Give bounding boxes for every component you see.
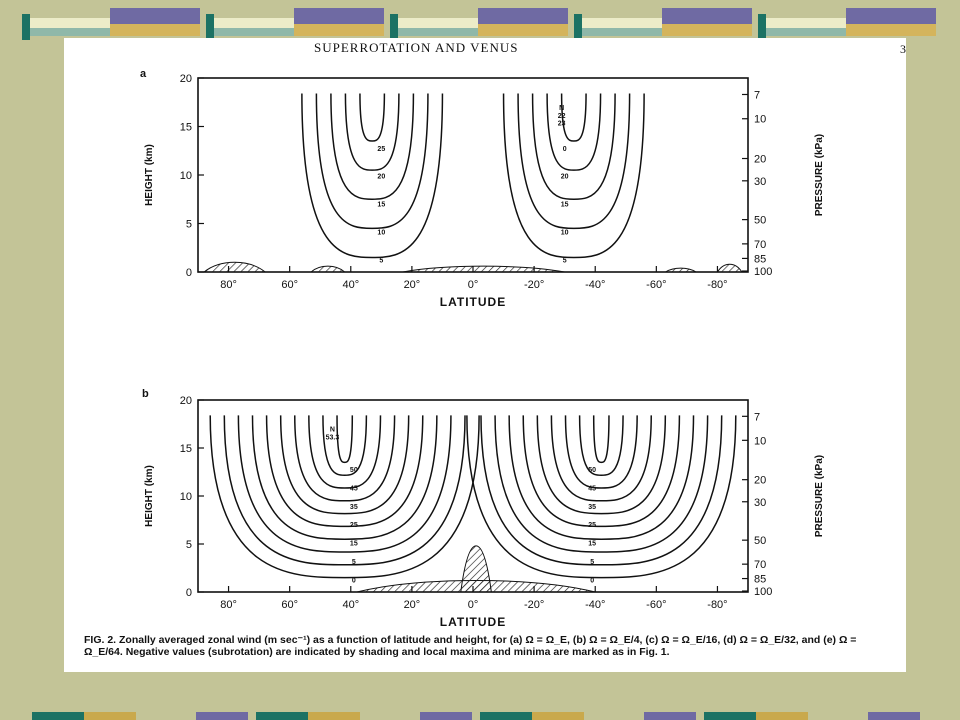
decor-bar: [32, 712, 84, 720]
panel-b-marker-label: 53.3: [325, 434, 340, 442]
panel-a-x-tick-label: 40°: [342, 279, 360, 291]
panel-a-contour-label: 15: [560, 201, 569, 209]
paper-page: [64, 38, 906, 672]
figure-graphic: [64, 38, 906, 634]
panel-a-contour-line: [547, 94, 600, 171]
panel-a-x-tick-label: 20°: [403, 279, 421, 291]
panel-a-contour-label: 20: [377, 173, 386, 181]
decor-bar: [196, 712, 248, 720]
panel-a-x-tick-label: 80°: [220, 279, 237, 291]
panel-b-x-tick-label: 0°: [467, 599, 479, 611]
decor-bar: [868, 712, 920, 720]
panel-b-y-axis-label: HEIGHT (km): [144, 465, 155, 527]
panel-a-pressure-tick-label: 10: [754, 113, 767, 126]
figure-caption: FIG. 2. Zonally averaged zonal wind (m sec⁻¹) as a function of latitude and height, for (a) Ω = Ω_E, (b) Ω = Ω_E/4, (c) Ω = Ω_E/16, (d) Ω = Ω_E/32, and (e) Ω = Ω_E/64. Negative values (subrotation) are indicated by shading and local maxima and minima are marked as in Fig. 1.: [84, 634, 857, 658]
panel-b-contour-label: 15: [588, 540, 597, 548]
panel-a-contour-label: 25: [377, 145, 386, 153]
panel-a-negative-region: [311, 266, 345, 272]
decor-bar: [574, 14, 582, 40]
decor-bar: [22, 14, 30, 40]
panel-a-x-tick-label: -80°: [707, 279, 728, 291]
panel-a-negative-region: [666, 268, 697, 272]
panel-a-pressure-tick-label: 7: [754, 89, 761, 102]
panel-a-pressure-tick-label: 100: [754, 266, 773, 279]
panel-b-contour-line: [252, 415, 436, 539]
panel-b-pressure-tick-label: 30: [754, 496, 767, 509]
panel-a-contour-line: [360, 94, 384, 142]
panel-b-marker-label: N: [329, 426, 335, 434]
panel-a-contour-line: [518, 94, 630, 229]
panel-a-contour-line: [316, 94, 428, 229]
panel-b-letter: b: [142, 388, 149, 400]
panel-b-x-axis-label: LATITUDE: [439, 615, 507, 629]
panel-b-contour-line: [580, 415, 623, 475]
decor-bar: [532, 712, 584, 720]
panel-b-contour-line: [481, 415, 722, 564]
panel-b-y-tick-label: 10: [179, 491, 192, 503]
panel-a-contour-line: [331, 94, 414, 200]
panel-b-pressure-tick-label: 20: [754, 474, 767, 487]
panel-a-y-axis-label: HEIGHT (km): [144, 144, 155, 206]
decor-bar: [308, 712, 360, 720]
panel-a-x-tick-label: 60°: [281, 279, 298, 291]
panel-b-pressure-tick-label: 7: [754, 411, 761, 424]
panel-b-contour-label: 45: [349, 485, 358, 493]
panel-b-y-tick-label: 0: [185, 587, 192, 599]
panel-a-contour-label: 10: [377, 229, 386, 237]
panel-b-pressure-tick-label: 70: [754, 559, 767, 572]
panel-a-negative-region: [204, 262, 265, 272]
decor-bar: [110, 8, 200, 24]
panel-b-contour-line: [509, 415, 693, 539]
panel-a-plot-frame: [198, 78, 748, 272]
panel-a-contour-label: 5: [562, 257, 567, 265]
panel-b-pressure-tick-label: 50: [754, 535, 767, 548]
panel-a-pressure-tick-label: 30: [754, 175, 767, 188]
panel-b-contour-line: [224, 415, 465, 564]
panel-b-contour-label: 35: [588, 503, 597, 511]
decor-bar: [256, 712, 308, 720]
panel-a-x-axis-label: LATITUDE: [439, 295, 507, 309]
panel-a-y-tick-label: 10: [179, 170, 192, 182]
panel-a-pressure-tick-label: 20: [754, 153, 767, 166]
panel-b-x-tick-label: -40°: [585, 599, 606, 611]
panel-a-y2-axis-label: PRESSURE (kPa): [814, 133, 825, 217]
decor-bar: [420, 712, 472, 720]
panel-a-contour-label: 10: [560, 229, 569, 237]
decor-bar: [480, 712, 532, 720]
panel-b-x-tick-label: 60°: [281, 599, 298, 611]
decor-bar: [662, 24, 752, 36]
panel-b-contour-line: [323, 415, 366, 475]
panel-a-y-tick-label: 5: [185, 218, 192, 231]
decor-bar: [704, 712, 756, 720]
panel-b-contour-line: [267, 415, 423, 526]
panel-a-pressure-tick-label: 70: [754, 238, 767, 251]
panel-b-contour-label: 15: [349, 540, 358, 548]
panel-b-contour-label: 0: [590, 577, 595, 585]
panel-a-letter: a: [140, 68, 147, 80]
panel-b-x-tick-label: -60°: [646, 599, 667, 611]
panel-b-x-tick-label: 20°: [403, 599, 421, 611]
decor-bar: [390, 14, 398, 40]
panel-b-negative-region: [461, 546, 492, 592]
page-number: 3: [900, 42, 906, 56]
panel-b-y-tick-label: 5: [185, 539, 192, 551]
panel-b-contour-line: [238, 415, 451, 552]
panel-b-x-tick-label: 80°: [220, 599, 237, 611]
panel-b-contour-label: 25: [588, 522, 597, 530]
panel-b-y-tick-label: 20: [179, 395, 192, 407]
decor-bar: [662, 8, 752, 24]
panel-a-x-tick-label: 0°: [467, 279, 479, 291]
panel-b-contour-label: 35: [349, 503, 358, 511]
decor-bar: [758, 14, 766, 40]
panel-b-contour-label: 0: [351, 577, 356, 585]
panel-b-contour-label: 25: [349, 522, 358, 530]
panel-b-contour-label: 50: [588, 467, 597, 474]
panel-a-contour-label: 15: [377, 201, 386, 209]
panel-a-contour-label: 20: [560, 173, 569, 181]
panel-a-contour-line: [345, 94, 398, 171]
panel-a-marker-label: 23: [557, 120, 566, 128]
panel-b-pressure-tick-label: 100: [754, 586, 773, 599]
panel-b-contour-line: [523, 415, 679, 526]
panel-a-y-tick-label: 15: [179, 121, 192, 134]
decor-bar: [110, 24, 200, 36]
panel-a-marker-label: 22: [557, 112, 566, 120]
panel-a-contour-line: [533, 94, 615, 200]
decor-bar: [846, 24, 936, 36]
panel-a-negative-region: [403, 266, 565, 272]
panel-b-contour-line: [495, 415, 708, 552]
panel-a-contour-label: 5: [379, 257, 384, 265]
decor-bar: [756, 712, 808, 720]
panel-a-x-tick-label: -40°: [585, 279, 606, 291]
decor-bar: [478, 8, 568, 24]
panel-b-contour-line: [594, 415, 609, 462]
panel-b-contour-label: 5: [351, 559, 356, 566]
panel-b-contour-label: 45: [588, 485, 597, 493]
panel-b-y-tick-label: 15: [179, 443, 192, 455]
decor-bar: [644, 712, 696, 720]
panel-a-contour-label: 0: [562, 145, 567, 153]
page-header-title: SUPERROTATION AND VENUS: [314, 40, 519, 55]
panel-b-contour-line: [309, 415, 381, 488]
panel-b-contour-label: 5: [590, 559, 595, 566]
panel-b-contour-line: [566, 415, 638, 488]
panel-b-pressure-tick-label: 85: [754, 573, 767, 586]
panel-b-y2-axis-label: PRESSURE (kPa): [814, 454, 825, 538]
panel-a-x-tick-label: -20°: [523, 279, 545, 291]
panel-a-y-tick-label: 20: [179, 73, 192, 85]
decor-bar: [294, 8, 384, 24]
decor-bar: [846, 8, 936, 24]
panel-a-x-tick-label: -60°: [646, 279, 667, 291]
panel-b-x-tick-label: 40°: [342, 599, 360, 611]
panel-b-pressure-tick-label: 10: [754, 435, 767, 448]
panel-a-marker-label: N: [559, 105, 565, 113]
decor-bar: [206, 14, 214, 40]
panel-a-pressure-tick-label: 50: [754, 214, 767, 227]
decor-bar: [294, 24, 384, 36]
panel-b-x-tick-label: -20°: [523, 599, 545, 611]
panel-b-x-tick-label: -80°: [707, 599, 728, 611]
panel-a-pressure-tick-label: 85: [754, 253, 767, 266]
panel-b-contour-label: 50: [349, 467, 358, 474]
decor-bar: [84, 712, 136, 720]
panel-a-y-tick-label: 0: [185, 267, 192, 279]
panel-b-contour-line: [337, 415, 352, 462]
panel-a-negative-region: [717, 264, 741, 272]
decor-bar: [478, 24, 568, 36]
